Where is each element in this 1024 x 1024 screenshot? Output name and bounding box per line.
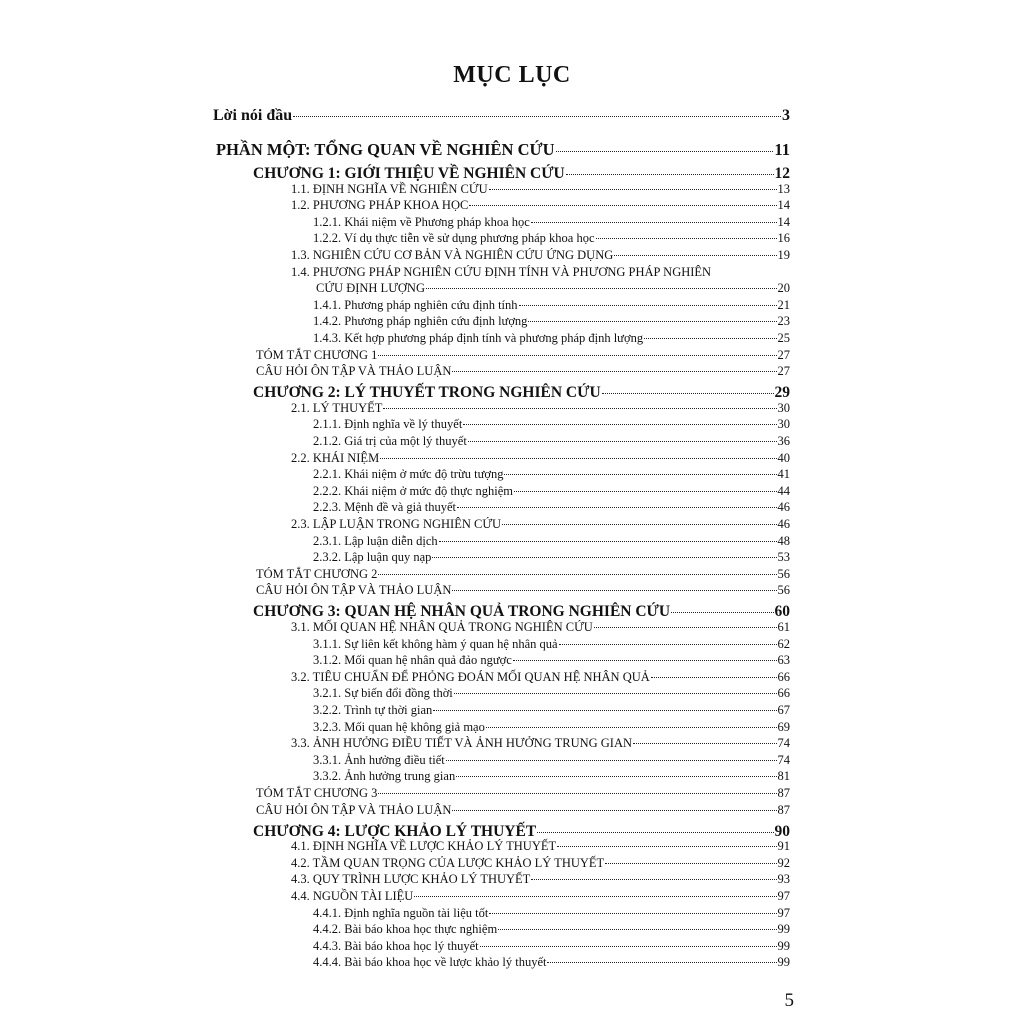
toc-entry-page: 20 xyxy=(777,281,790,296)
dot-leader xyxy=(651,677,777,678)
dot-leader xyxy=(383,408,776,409)
dot-leader xyxy=(633,743,776,744)
toc-entry-label: 2.2. KHÁI NIỆM xyxy=(291,450,380,465)
toc-entry xyxy=(291,249,790,262)
toc-entry-page: 66 xyxy=(777,686,790,701)
toc-entry-label: 3.2.3. Mối quan hệ không giả mạo xyxy=(313,719,485,734)
dot-leader xyxy=(531,879,776,880)
dot-leader xyxy=(378,355,776,356)
dot-leader xyxy=(426,288,777,289)
toc-entry-label: 1.4.3. Kết hợp phương pháp định tính và phương pháp định lượng xyxy=(313,331,644,345)
toc-entry xyxy=(253,166,790,182)
toc-entry xyxy=(313,485,790,498)
toc-entry-label: 4.1. ĐỊNH NGHĨA VỀ LƯỢC KHẢO LÝ THUYẾT xyxy=(291,839,557,854)
toc-entry-page: 97 xyxy=(777,889,790,903)
dot-leader xyxy=(452,810,776,811)
toc-entry xyxy=(313,535,790,548)
toc-entry-label: 4.4.2. Bài báo khoa học thực nghiệm xyxy=(313,922,498,937)
toc-entry xyxy=(256,584,790,597)
toc-entry xyxy=(313,418,790,431)
toc-entry-label: 3.3. ẢNH HƯỞNG ĐIỀU TIẾT VÀ ẢNH HƯỞNG TRUNG GIAN xyxy=(291,736,633,751)
toc-entry-label: CHƯƠNG 4: LƯỢC KHẢO LÝ THUYẾT xyxy=(253,822,537,840)
toc-entry-page: 36 xyxy=(777,434,790,448)
toc-entry-page: 69 xyxy=(777,719,790,734)
dot-leader xyxy=(446,760,777,761)
toc-entry-page: 27 xyxy=(777,347,790,362)
toc-entry xyxy=(291,199,790,212)
toc-entry xyxy=(256,568,790,581)
toc-entry-page: 56 xyxy=(777,583,790,598)
toc-entry-page: 21 xyxy=(777,297,790,312)
dot-leader xyxy=(596,238,777,239)
toc-entry-page: 90 xyxy=(774,822,790,840)
toc-entry-label: 2.1.1. Định nghĩa về lý thuyết xyxy=(313,417,463,432)
toc-entry xyxy=(253,604,790,620)
dot-leader xyxy=(602,393,774,394)
dot-leader xyxy=(556,151,774,152)
toc-entry xyxy=(253,824,790,840)
dot-leader xyxy=(547,962,776,963)
toc-entry-label: 1.2.1. Khái niệm về Phương pháp khoa học xyxy=(313,214,530,229)
toc-entry-label: 2.1. LÝ THUYẾT xyxy=(291,400,383,415)
toc-entry-page: 67 xyxy=(777,703,790,717)
toc-entry-label: 4.4.4. Bài báo khoa học về lược khảo lý thuyết xyxy=(313,955,547,970)
dot-leader xyxy=(454,693,777,694)
toc-entry-page: 87 xyxy=(777,802,790,817)
toc-entry xyxy=(313,654,790,667)
dot-leader xyxy=(513,660,777,661)
toc-entry-page: 40 xyxy=(777,450,790,465)
toc-entry-label: 3.3.2. Ảnh hưởng trung gian xyxy=(313,769,456,784)
dot-leader xyxy=(293,116,781,117)
toc-entry-label: TÓM TẮT CHƯƠNG 3 xyxy=(256,786,378,800)
toc-entry-page: 30 xyxy=(777,417,790,432)
toc-entry xyxy=(291,452,790,465)
toc-entry-label: CỨU ĐỊNH LƯỢNG xyxy=(316,281,425,296)
toc-entry-label: 3.1. MỐI QUAN HỆ NHÂN QUẢ TRONG NGHIÊN CỨU xyxy=(291,620,593,634)
dot-leader xyxy=(614,255,776,256)
toc-entry xyxy=(313,940,790,953)
toc-entry xyxy=(313,232,790,245)
toc-entry-page: 97 xyxy=(777,905,790,920)
toc-entry-label: CHƯƠNG 3: QUAN HỆ NHÂN QUẢ TRONG NGHIÊN CỨU xyxy=(253,603,671,621)
toc-entry-label: 3.2.2. Trình tự thời gian xyxy=(313,703,433,717)
dot-leader xyxy=(559,644,777,645)
toc-entry-page: 53 xyxy=(777,550,790,565)
toc-entry-label: 2.2.2. Khái niệm ở mức độ thực nghiệm xyxy=(313,483,513,498)
toc-entry xyxy=(256,365,790,378)
dot-leader xyxy=(566,174,774,175)
dot-leader xyxy=(486,727,777,728)
toc-entry-label: 1.2. PHƯƠNG PHÁP KHOA HỌC xyxy=(291,198,469,213)
toc-entry-label: PHẦN MỘT: TỔNG QUAN VỀ NGHIÊN CỨU xyxy=(216,140,555,159)
dot-leader xyxy=(439,541,777,542)
toc-entry xyxy=(291,671,790,684)
toc-entry-page: 99 xyxy=(777,938,790,953)
toc-entry xyxy=(313,216,790,229)
dot-leader xyxy=(514,491,777,492)
dot-leader xyxy=(433,710,776,711)
dot-leader xyxy=(456,776,776,777)
dot-leader xyxy=(519,305,777,306)
dot-leader xyxy=(452,590,776,591)
toc-entry-label: 3.2. TIÊU CHUẨN ĐỂ PHỎNG ĐOÁN MỐI QUAN HỆ NHÂN QUẢ xyxy=(291,669,650,684)
dot-leader xyxy=(605,863,776,864)
toc-entry-label: CÂU HỎI ÔN TẬP VÀ THẢO LUẬN xyxy=(256,802,452,817)
toc-entry-label: 1.1. ĐỊNH NGHĨA VỀ NGHIÊN CỨU xyxy=(291,181,488,196)
toc-entry-page: 99 xyxy=(777,922,790,937)
dot-leader xyxy=(671,612,773,613)
dot-leader xyxy=(498,929,776,930)
dot-leader xyxy=(380,458,776,459)
toc-entry-page: 74 xyxy=(777,752,790,767)
toc-entry-label: 3.1.1. Sự liên kết không hàm ý quan hệ nhân quả xyxy=(313,636,558,651)
toc-entry xyxy=(313,770,790,783)
toc-entry-page: 81 xyxy=(777,769,790,784)
dot-leader xyxy=(557,846,776,847)
dot-leader xyxy=(528,321,776,322)
dot-leader xyxy=(452,371,776,372)
toc-entry-page: 14 xyxy=(777,198,790,213)
toc-entry-label: CHƯƠNG 2: LÝ THUYẾT TRONG NGHIÊN CỨU xyxy=(253,384,601,402)
toc-entry xyxy=(291,873,790,886)
toc-entry xyxy=(313,754,790,767)
toc-entry xyxy=(313,551,790,564)
toc-entry-page: 41 xyxy=(777,467,790,482)
toc-entry xyxy=(213,108,790,124)
dot-leader xyxy=(457,507,776,508)
toc-entry-page: 93 xyxy=(777,872,790,887)
toc-entry xyxy=(256,804,790,817)
toc-entry-label: CÂU HỎI ÔN TẬP VÀ THẢO LUẬN xyxy=(256,364,452,379)
toc-entry-label: TÓM TẮT CHƯƠNG 2 xyxy=(256,566,378,581)
toc-entry-page: 19 xyxy=(777,248,790,262)
toc-entry-label: 2.3. LẬP LUẬN TRONG NGHIÊN CỨU xyxy=(291,517,502,531)
toc-entry-label: 4.4.1. Định nghĩa nguồn tài liệu tốt xyxy=(313,905,489,920)
toc-entry xyxy=(216,142,790,159)
toc-entry-page: 16 xyxy=(777,231,790,246)
page-number: 5 xyxy=(784,990,794,1011)
toc-entry-label: 2.3.2. Lập luận quy nạp xyxy=(313,550,432,565)
dot-leader xyxy=(378,574,776,575)
toc-entry xyxy=(291,183,790,196)
toc-entry-page: 62 xyxy=(777,636,790,651)
toc-entry-label: 2.1.2. Giá trị của một lý thuyết xyxy=(313,434,467,448)
toc-entry xyxy=(253,385,790,401)
toc-entry xyxy=(291,266,790,279)
toc-entry-page: 99 xyxy=(777,955,790,970)
toc-entry-page: 61 xyxy=(777,620,790,634)
toc-entry xyxy=(313,923,790,936)
toc-entry xyxy=(313,435,790,448)
toc-entry xyxy=(291,890,790,903)
toc-entry-label: 3.2.1. Sự biến đổi đồng thời xyxy=(313,686,453,701)
toc-entry-label: CÂU HỎI ÔN TẬP VÀ THẢO LUẬN xyxy=(256,583,452,598)
toc-entry xyxy=(291,737,790,750)
dot-leader xyxy=(594,627,777,628)
toc-entry xyxy=(313,315,790,328)
toc-entry-label: 2.2.1. Khái niệm ở mức độ trừu tượng xyxy=(313,467,504,482)
toc-entry xyxy=(313,468,790,481)
dot-leader xyxy=(469,205,776,206)
toc-entry-page: 29 xyxy=(774,384,790,402)
toc-entry-page: 92 xyxy=(777,855,790,870)
toc-entry xyxy=(291,840,790,853)
toc-entry-label: 1.4.1. Phương pháp nghiên cứu định tính xyxy=(313,297,518,312)
toc-entry-page: 11 xyxy=(774,140,790,159)
toc-entry xyxy=(291,402,790,415)
toc-entry-label: 4.3. QUY TRÌNH LƯỢC KHẢO LÝ THUYẾT xyxy=(291,872,531,887)
page-title: MỤC LỤC xyxy=(453,62,571,88)
toc-entry xyxy=(313,501,790,514)
toc-entry-page: 14 xyxy=(777,214,790,229)
toc-entry xyxy=(313,687,790,700)
toc-entry-page: 12 xyxy=(774,165,790,182)
toc-entry-label: 1.2.2. Ví dụ thực tiễn về sử dụng phương pháp khoa học xyxy=(313,231,595,246)
toc-entry-page: 44 xyxy=(777,483,790,498)
toc-entry-label: 1.4. PHƯƠNG PHÁP NGHIÊN CỨU ĐỊNH TÍNH VÀ PHƯƠNG PHÁP NGHIÊN xyxy=(291,264,712,279)
toc-entry-label: TÓM TẮT CHƯƠNG 1 xyxy=(256,347,378,362)
toc-entry-page: 30 xyxy=(777,400,790,415)
toc-entry-label: 2.2.3. Mệnh đề và giả thuyết xyxy=(313,500,457,515)
toc-entry xyxy=(291,518,790,531)
toc-entry-page: 74 xyxy=(777,736,790,751)
dot-leader xyxy=(463,424,776,425)
toc-entry xyxy=(291,621,790,634)
toc-entry-label: CHƯƠNG 1: GIỚI THIỆU VỀ NGHIÊN CỨU xyxy=(253,165,565,182)
toc-entry xyxy=(256,349,790,362)
toc-entry-page: 87 xyxy=(777,786,790,800)
toc-entry-label: 3.3.1. Ảnh hưởng điều tiết xyxy=(313,752,445,767)
dot-leader xyxy=(489,913,776,914)
toc-entry-page: 60 xyxy=(774,603,790,621)
dot-leader xyxy=(468,441,777,442)
toc-entry-page: 46 xyxy=(777,517,790,531)
toc-entry-label: 1.3. NGHIÊN CỨU CƠ BẢN VÀ NGHIÊN CỨU ỨNG DỤNG xyxy=(291,248,614,262)
toc-entry xyxy=(316,282,790,295)
dot-leader xyxy=(414,896,776,897)
dot-leader xyxy=(502,524,776,525)
toc-entry xyxy=(313,299,790,312)
toc-entry xyxy=(313,638,790,651)
toc-entry xyxy=(291,857,790,870)
toc-entry-page: 46 xyxy=(777,500,790,515)
toc-entry-page: 3 xyxy=(782,107,790,124)
dot-leader xyxy=(644,338,776,339)
toc-entry-page: 13 xyxy=(777,181,790,196)
dot-leader xyxy=(537,832,773,833)
toc-entry-label: 2.3.1. Lập luận diễn dịch xyxy=(313,533,438,548)
toc-entry-page: 63 xyxy=(777,653,790,668)
toc-entry-label: 4.4.3. Bài báo khoa học lý thuyết xyxy=(313,938,479,953)
toc-entry xyxy=(256,787,790,800)
dot-leader xyxy=(432,557,776,558)
toc-entry-page: 25 xyxy=(777,331,790,345)
toc-entry-page: 56 xyxy=(777,566,790,581)
toc-entry-label: 3.1.2. Mối quan hệ nhân quả đảo ngược xyxy=(313,653,512,668)
dot-leader xyxy=(480,946,777,947)
toc-entry-page: 48 xyxy=(777,533,790,548)
toc-entry-label: 1.4.2. Phương pháp nghiên cứu định lượng xyxy=(313,314,528,329)
toc-entry-label: Lời nói đầu xyxy=(213,107,293,124)
toc-entry xyxy=(313,907,790,920)
toc-entry-page: 91 xyxy=(777,839,790,854)
toc-entry xyxy=(313,956,790,969)
dot-leader xyxy=(531,222,777,223)
dot-leader xyxy=(504,474,776,475)
toc-entry-page: 66 xyxy=(777,669,790,684)
dot-leader xyxy=(378,793,776,794)
toc-entry-page: 27 xyxy=(777,364,790,379)
toc-entry-label: 4.4. NGUỒN TÀI LIỆU xyxy=(291,889,414,903)
toc-entry-label: 4.2. TẦM QUAN TRỌNG CỦA LƯỢC KHẢO LÝ THUYẾT xyxy=(291,855,605,870)
toc-entry xyxy=(313,721,790,734)
toc-entry-page: 23 xyxy=(777,314,790,329)
dot-leader xyxy=(489,189,777,190)
toc-entry xyxy=(313,332,790,345)
toc-entry xyxy=(313,704,790,717)
